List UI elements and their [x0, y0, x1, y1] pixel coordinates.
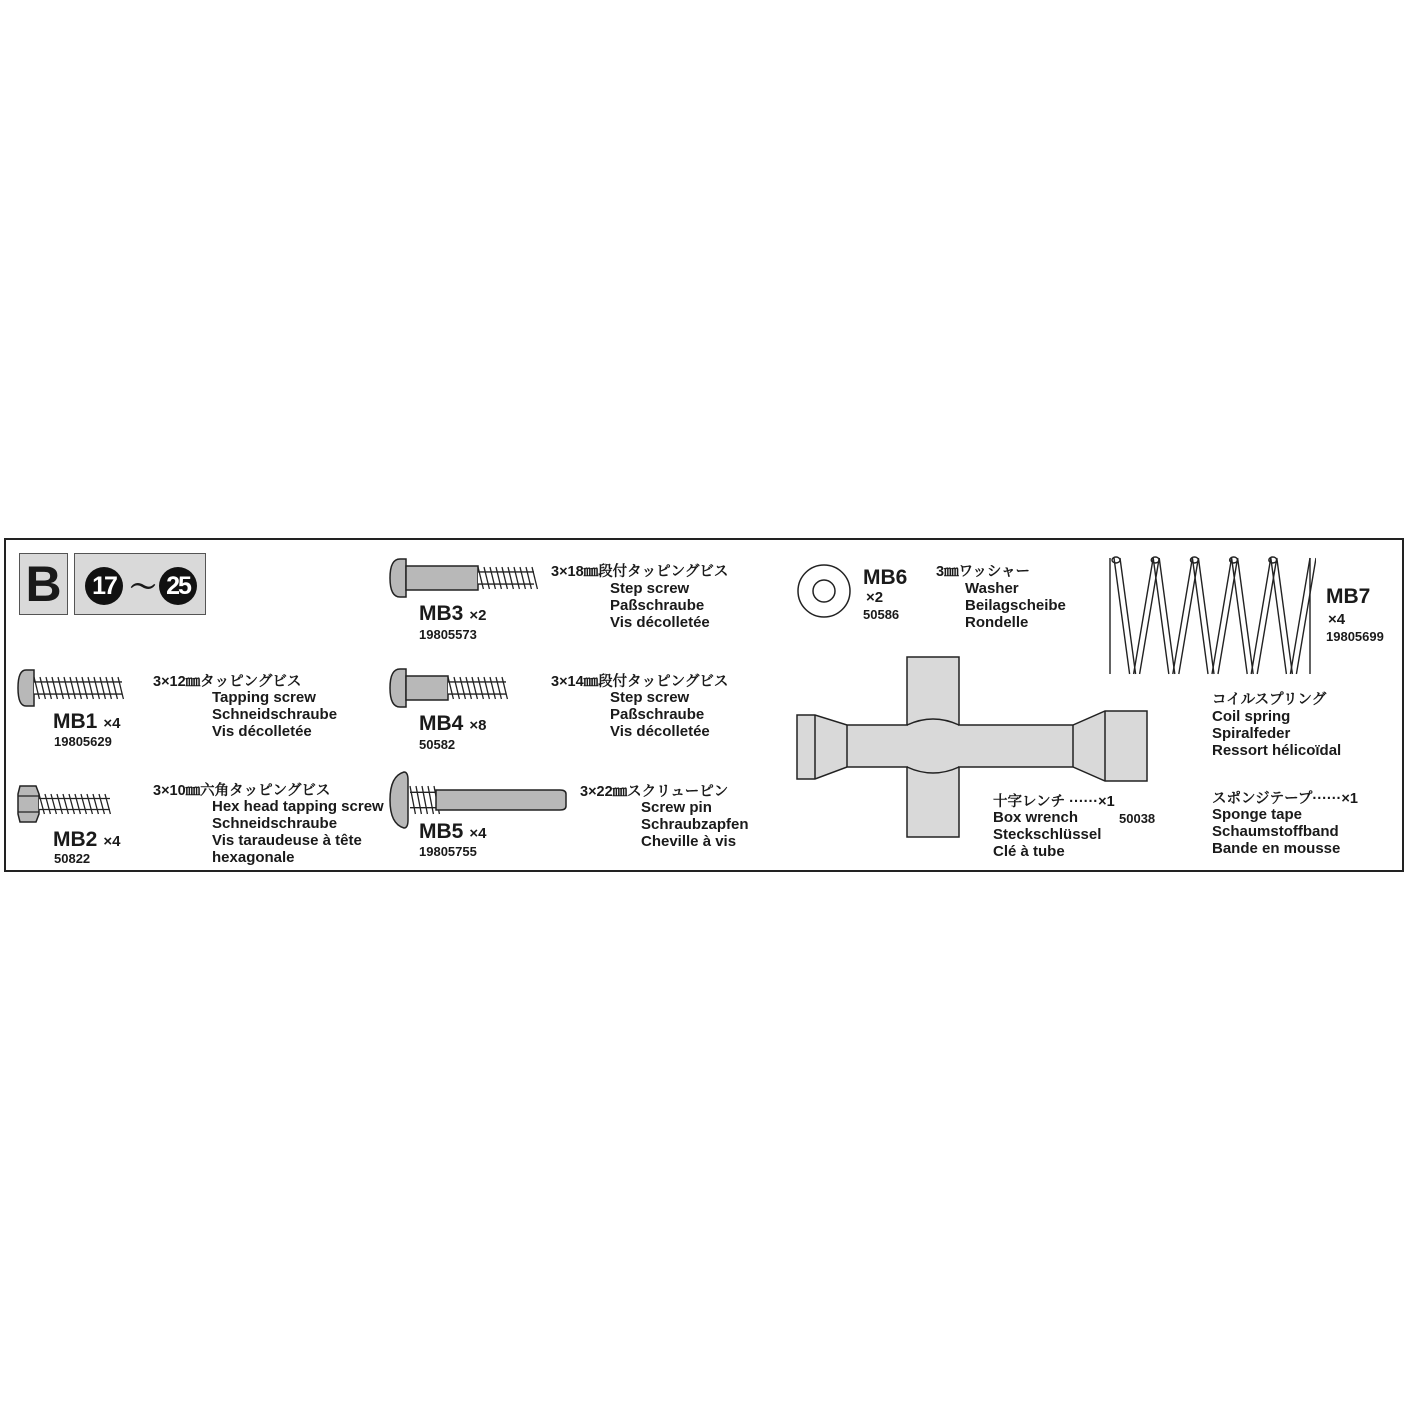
mb6-code: MB6 — [863, 566, 908, 589]
mb1-qty: ×4 — [103, 715, 121, 732]
mb6-size: 3㎜ワッシャー — [936, 564, 1031, 580]
mb5-name-en: Screw pin — [641, 799, 712, 816]
mb6-washer-drawing — [796, 563, 852, 619]
mb4-size: 3×14㎜段付タッピングビス — [551, 674, 729, 690]
mb3-name-en: Step screw — [610, 580, 690, 597]
mb1-screw-drawing — [16, 668, 128, 710]
mb2-name-de: Schneidschraube — [212, 815, 338, 832]
sponge-title: スポンジテープ······×1 — [1212, 791, 1358, 807]
sponge-names — [1212, 806, 1340, 857]
wrench-name-fr: Clé à tube — [993, 843, 1065, 860]
step-range-box — [74, 553, 206, 615]
mb3-names — [610, 580, 710, 631]
mb4-names — [610, 689, 710, 740]
mb5-name-fr: Cheville à vis — [641, 833, 737, 850]
mb2-names — [212, 798, 384, 866]
mb2-hex-screw-drawing — [16, 780, 116, 828]
mb1-name-de: Schneidschraube — [212, 706, 338, 723]
wrench-partno: 50038 — [1119, 811, 1156, 826]
sponge-name-de: Schaumstoffband — [1212, 823, 1339, 840]
mb6-names — [965, 580, 1066, 631]
mb2-name-fr: Vis taraudeuse à tête — [212, 832, 362, 849]
mb4-name-en: Step screw — [610, 689, 690, 706]
mb7-name-fr: Ressort hélicoïdal — [1212, 742, 1342, 759]
mb3-qty: ×2 — [469, 607, 487, 624]
wrench-names — [993, 809, 1101, 860]
mb6-partno: 50586 — [863, 607, 900, 622]
bag-letter-box — [19, 553, 68, 615]
mb7-code: MB7 — [1326, 585, 1371, 608]
mb2-partno: 50822 — [54, 851, 91, 866]
step-range-separator: ～ — [130, 572, 157, 602]
sponge-name-en: Sponge tape — [1212, 806, 1303, 823]
mb2-name-fr-2: hexagonale — [212, 849, 295, 866]
mb2-label — [53, 828, 120, 852]
mb5-name-de: Schraubzapfen — [641, 816, 749, 833]
sponge-name-fr: Bande en mousse — [1212, 840, 1341, 857]
mb3-code: MB3 — [419, 602, 464, 625]
mb5-size: 3×22㎜スクリューピン — [580, 784, 729, 800]
mb3-label — [419, 602, 486, 626]
step-start-badge: 17 — [85, 567, 123, 605]
mb3-name-fr: Vis décolletée — [610, 614, 710, 631]
mb2-qty: ×4 — [103, 833, 121, 850]
mb2-name-en: Hex head tapping screw — [212, 798, 384, 815]
mb1-name-fr: Vis décolletée — [212, 723, 312, 740]
mb4-qty: ×8 — [469, 717, 487, 734]
mb7-name-en: Coil spring — [1212, 708, 1291, 725]
wrench-name-de: Steckschlüssel — [993, 826, 1102, 843]
bag-letter: B — [25, 556, 62, 612]
mb3-partno: 19805573 — [419, 627, 477, 642]
mb7-names — [1212, 708, 1341, 759]
step-end-badge: 25 — [159, 567, 197, 605]
mb7-coil-spring-drawing — [1106, 552, 1316, 680]
mb5-partno: 19805755 — [419, 844, 477, 859]
mb4-code: MB4 — [419, 712, 464, 735]
mb7-size: コイルスプリング — [1212, 692, 1327, 708]
mb4-name-de: Paßschraube — [610, 706, 705, 723]
mb7-name-de: Spiralfeder — [1212, 725, 1291, 742]
mb3-step-screw-drawing — [388, 557, 540, 599]
mb4-label — [419, 712, 486, 736]
mb1-partno: 19805629 — [54, 734, 112, 749]
mb1-names — [212, 689, 337, 740]
mb4-name-fr: Vis décolletée — [610, 723, 710, 740]
mb2-size: 3×10㎜六角タッピングビス — [153, 783, 331, 799]
mb4-partno: 50582 — [419, 737, 456, 752]
mb1-code: MB1 — [53, 710, 98, 733]
mb7-qty: ×4 — [1328, 611, 1346, 628]
wrench-name-en: Box wrench — [993, 809, 1079, 826]
mb6-qty: ×2 — [866, 589, 884, 606]
mb3-size: 3×18㎜段付タッピングビス — [551, 564, 729, 580]
mb5-label — [419, 820, 486, 844]
mb1-name-en: Tapping screw — [212, 689, 316, 706]
mb2-code: MB2 — [53, 828, 98, 851]
mb4-step-screw-drawing — [388, 667, 512, 709]
mb1-size: 3×12㎜タッピングビス — [153, 674, 302, 690]
mb1-label — [53, 710, 120, 734]
mb6-name-fr: Rondelle — [965, 614, 1029, 631]
mb5-code: MB5 — [419, 820, 464, 843]
mb5-names — [641, 799, 749, 850]
mb3-name-de: Paßschraube — [610, 597, 705, 614]
mb6-name-de: Beilagscheibe — [965, 597, 1066, 614]
mb5-qty: ×4 — [469, 825, 487, 842]
wrench-title: 十字レンチ ······×1 — [993, 794, 1115, 810]
mb7-partno: 19805699 — [1326, 629, 1384, 644]
mb6-name-en: Washer — [965, 580, 1019, 597]
